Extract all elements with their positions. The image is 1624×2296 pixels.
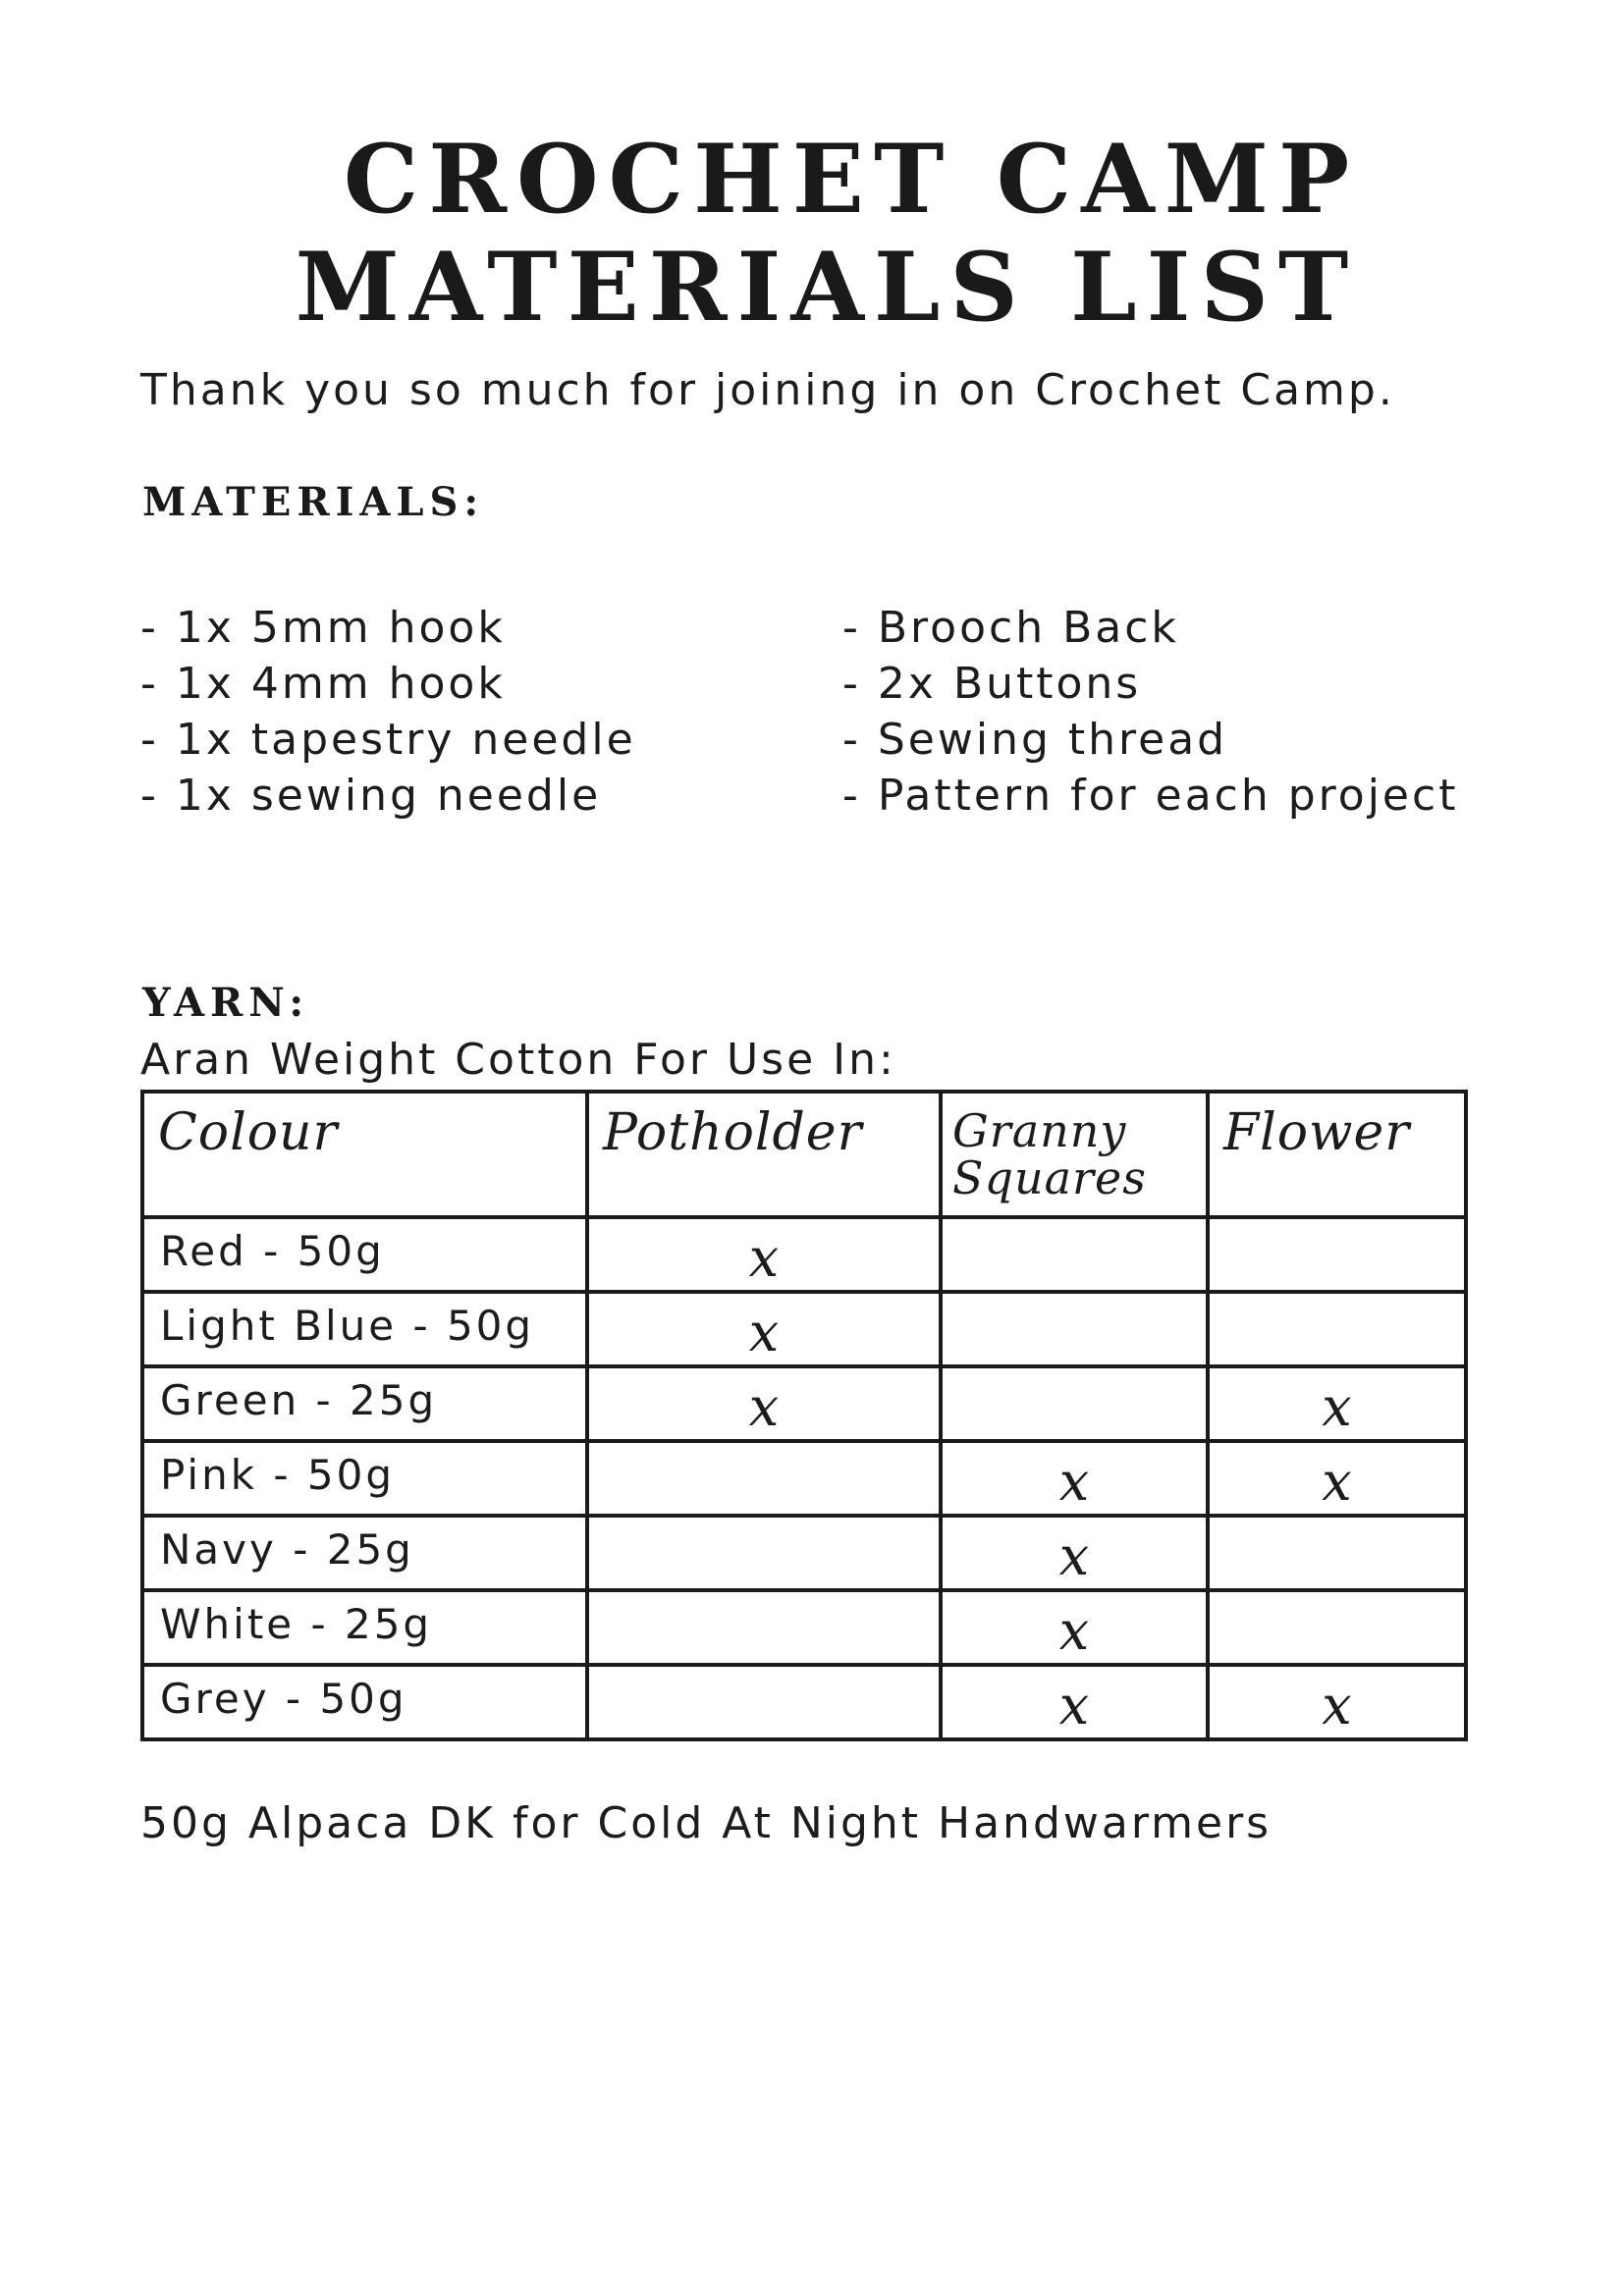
potholder-mark: x — [587, 1366, 941, 1441]
list-item: - 2x Buttons — [842, 659, 1142, 709]
granny-mark: x — [941, 1516, 1208, 1590]
table-header-row — [142, 1092, 1466, 1217]
granny-mark — [941, 1217, 1208, 1292]
colour-cell: Grey - 50g — [142, 1665, 587, 1739]
list-item: - 1x 4mm hook — [140, 659, 506, 709]
flower-mark: x — [1208, 1665, 1466, 1739]
yarn-heading: YARN: — [142, 980, 310, 1026]
granny-mark: x — [941, 1665, 1208, 1739]
list-item: - 1x tapestry needle — [140, 715, 636, 765]
table-row — [142, 1516, 1466, 1590]
flower-mark — [1208, 1516, 1466, 1590]
table-row — [142, 1441, 1466, 1516]
column-header-flower: Flower — [1208, 1092, 1466, 1217]
flower-mark — [1208, 1292, 1466, 1366]
flower-mark — [1208, 1590, 1466, 1665]
column-header-granny-squares: Granny Squares — [941, 1092, 1208, 1217]
table-row — [142, 1292, 1466, 1366]
potholder-mark — [587, 1516, 941, 1590]
colour-cell: Pink - 50g — [142, 1441, 587, 1516]
granny-mark — [941, 1366, 1208, 1441]
potholder-mark — [587, 1665, 941, 1739]
colour-cell: Green - 25g — [142, 1366, 587, 1441]
table-row — [142, 1590, 1466, 1665]
flower-mark: x — [1208, 1366, 1466, 1441]
granny-mark: x — [941, 1590, 1208, 1665]
yarn-subheading: Aran Weight Cotton For Use In: — [140, 1035, 896, 1085]
table-row — [142, 1665, 1466, 1739]
title-line-1: CROCHET CAMP — [343, 124, 1360, 235]
colour-cell: Light Blue - 50g — [142, 1292, 587, 1366]
granny-mark: x — [941, 1441, 1208, 1516]
column-header-potholder: Potholder — [587, 1092, 941, 1217]
flower-mark — [1208, 1217, 1466, 1292]
potholder-mark — [587, 1590, 941, 1665]
materials-list-right — [842, 600, 1458, 824]
materials-heading: MATERIALS: — [142, 479, 485, 525]
column-header-colour: Colour — [142, 1092, 587, 1217]
list-item: - 1x 5mm hook — [140, 603, 506, 653]
footer-note: 50g Alpaca DK for Cold At Night Handwarmers — [140, 1798, 1272, 1848]
granny-mark — [941, 1292, 1208, 1366]
table-row — [142, 1366, 1466, 1441]
title-line-2: MATERIALS LIST — [295, 232, 1359, 343]
potholder-mark: x — [587, 1292, 941, 1366]
list-item: - Pattern for each project — [842, 771, 1459, 821]
yarn-table — [140, 1090, 1468, 1741]
flower-mark: x — [1208, 1441, 1466, 1516]
colour-cell: White - 25g — [142, 1590, 587, 1665]
colour-cell: Red - 50g — [142, 1217, 587, 1292]
potholder-mark: x — [587, 1217, 941, 1292]
list-item: - Sewing thread — [842, 715, 1228, 765]
materials-list-left — [140, 600, 636, 824]
potholder-mark — [587, 1441, 941, 1516]
list-item: - Brooch Back — [842, 603, 1179, 653]
table-row — [142, 1217, 1466, 1292]
intro-text: Thank you so much for joining in on Crochet Camp. — [140, 365, 1395, 415]
colour-cell: Navy - 25g — [142, 1516, 587, 1590]
list-item: - 1x sewing needle — [140, 771, 602, 821]
